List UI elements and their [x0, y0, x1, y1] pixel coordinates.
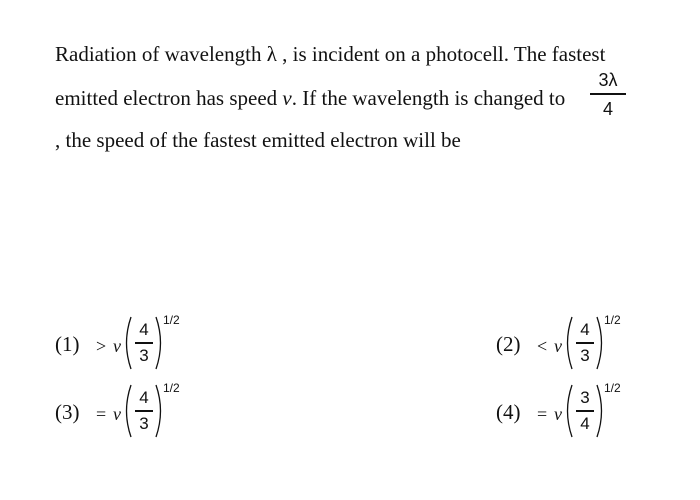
option-exponent: 1/2	[163, 313, 180, 327]
option-label: (3)	[55, 400, 80, 424]
option-exponent: 1/2	[604, 313, 621, 327]
option-label: (4)	[496, 400, 521, 424]
option-numerator: 4	[139, 320, 149, 339]
option-label: (2)	[496, 332, 521, 356]
option-variable: v	[113, 404, 121, 424]
option-variable: v	[554, 336, 562, 356]
option-numerator: 3	[580, 388, 590, 407]
fraction-bar	[135, 342, 153, 344]
option-relation: >	[96, 336, 107, 356]
left-paren	[562, 316, 574, 370]
option-fraction	[574, 388, 596, 434]
left-paren	[562, 384, 574, 438]
fraction-bar	[590, 93, 626, 95]
question-line-1: Radiation of wavelength λ , is incident on a photocell. The fastest	[55, 42, 606, 66]
option-variable: v	[113, 336, 121, 356]
option-relation: =	[96, 404, 107, 424]
option-denominator: 3	[139, 413, 149, 433]
left-paren	[121, 316, 133, 370]
option-relation: =	[537, 404, 548, 424]
wavelength-fraction-numerator: 3λ	[598, 70, 618, 90]
question-line-2	[55, 88, 565, 109]
option-4[interactable]	[496, 378, 696, 458]
question-line-3: , the speed of the fastest emitted electron will be	[55, 128, 461, 152]
option-exponent: 1/2	[604, 381, 621, 395]
question-line-2-prefix: emitted electron has speed	[55, 86, 283, 110]
speed-variable: v	[282, 86, 292, 110]
option-fraction	[133, 388, 155, 434]
fraction-bar	[576, 410, 594, 412]
option-fraction	[133, 320, 155, 366]
question-line-2-suffix: . If the wavelength is changed to	[291, 86, 566, 110]
option-numerator: 4	[580, 320, 590, 339]
option-relation: <	[537, 336, 548, 356]
fraction-bar	[576, 342, 594, 344]
option-exponent: 1/2	[163, 381, 180, 395]
option-3[interactable]	[55, 378, 255, 458]
option-variable: v	[554, 404, 562, 424]
left-paren	[121, 384, 133, 438]
wavelength-fraction-denominator: 4	[602, 99, 613, 119]
option-label: (1)	[55, 332, 80, 356]
option-denominator: 3	[139, 345, 149, 365]
fraction-bar	[135, 410, 153, 412]
option-denominator: 4	[580, 413, 590, 433]
wavelength-fraction	[588, 70, 628, 119]
option-denominator: 3	[580, 345, 590, 365]
option-numerator: 4	[139, 388, 149, 407]
option-fraction	[574, 320, 596, 366]
